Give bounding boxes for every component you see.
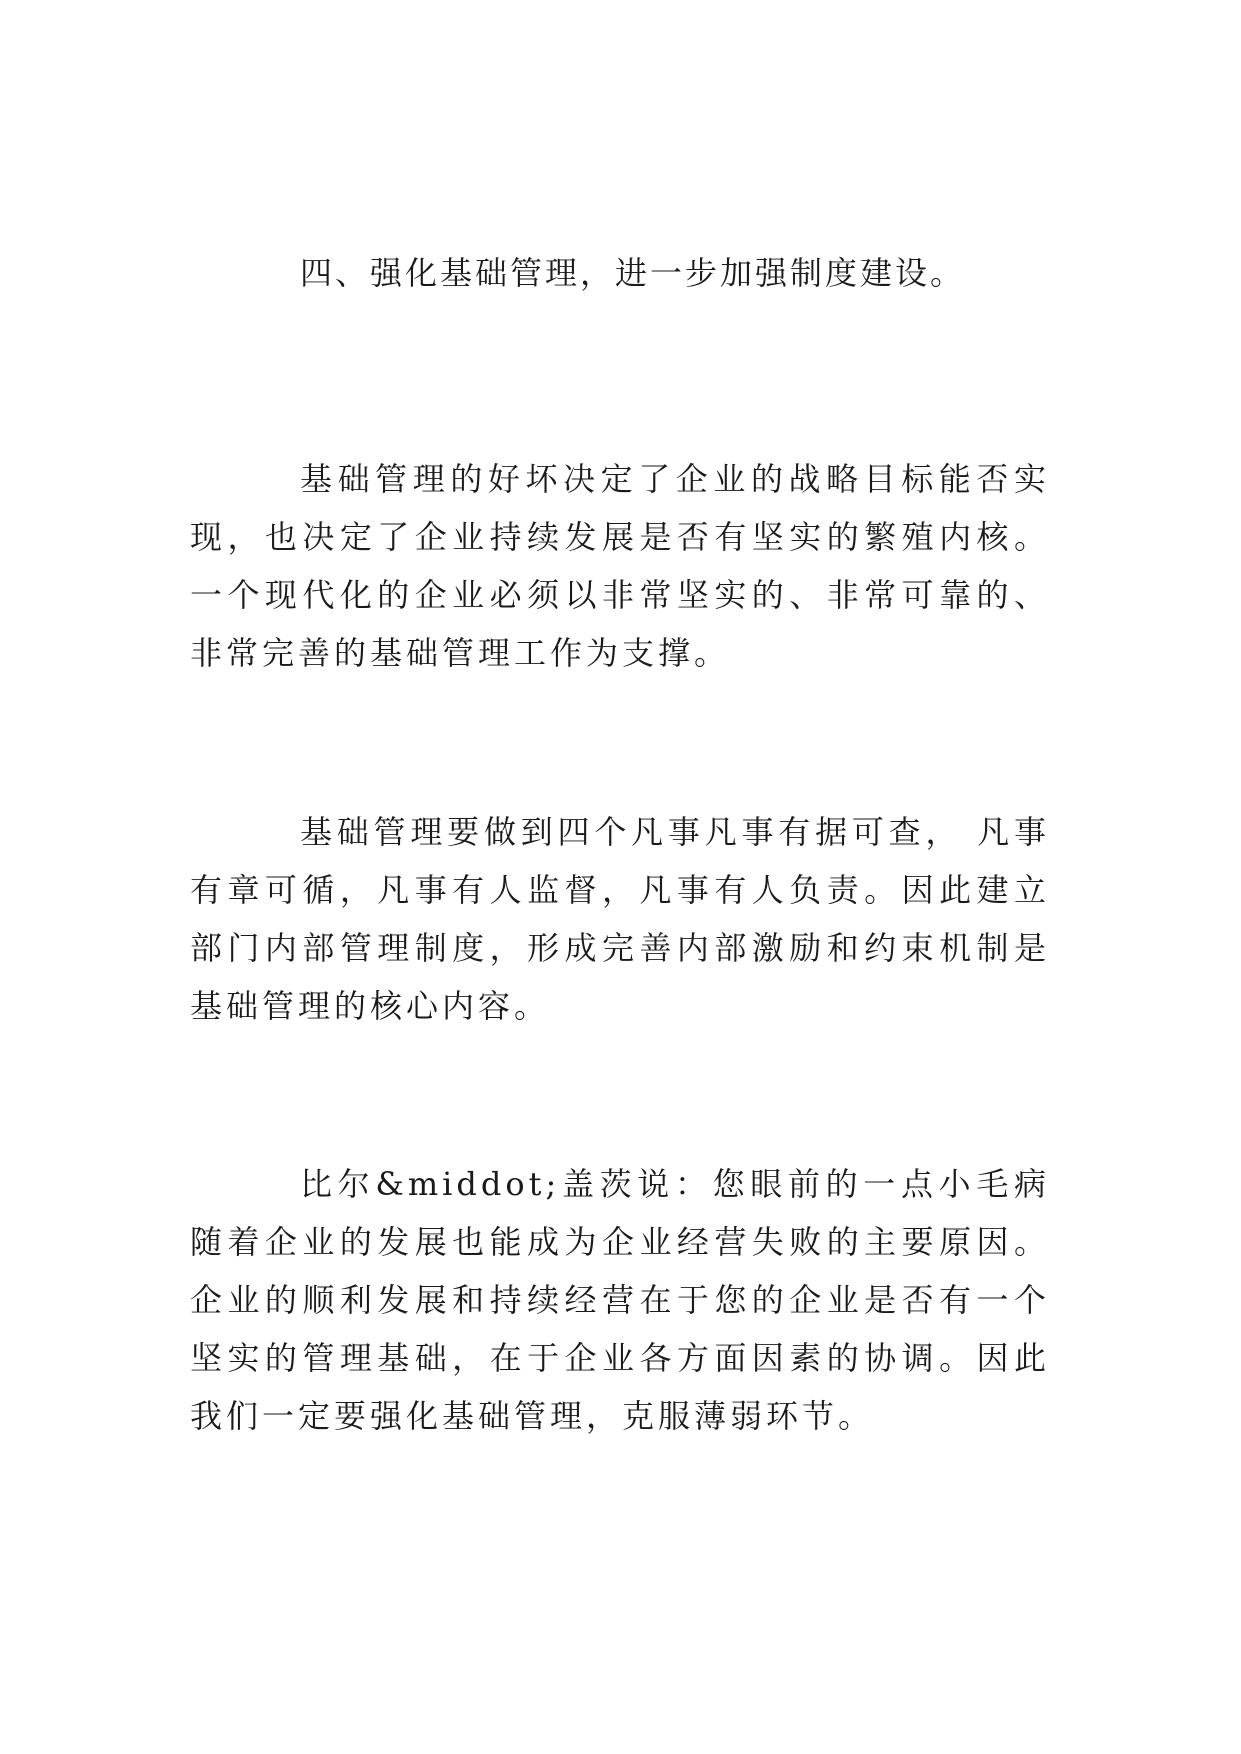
paragraph-four-principles: 基础管理要做到四个凡事凡事有据可查， 凡事有章可循，凡事有人监督，凡事有人负责。因此建立部门内部管理制度，形成完善内部激励和约束机制是基础管理的核心内容。: [190, 813, 1050, 1025]
paragraph-basic-management-importance: 基础管理的好坏决定了企业的战略目标能否实现，也决定了企业持续发展是否有坚实的繁殖内核。一个现代化的企业必须以非常坚实的、非常可靠的、非常完善的基础管理工作为支撑。: [190, 460, 1050, 672]
paragraph-bill-gates-quote: 比尔&middot;盖茨说：您眼前的一点小毛病随着企业的发展也能成为企业经营失败的主要原因。企业的顺利发展和持续经营在于您的企业是否有一个坚实的管理基础，在于企业各方面因素的协调。因此我们一定要强化基础管理，克服薄弱环节。: [190, 1165, 1050, 1435]
section-heading: 四、强化基础管理，进一步加强制度建设。: [300, 254, 966, 292]
